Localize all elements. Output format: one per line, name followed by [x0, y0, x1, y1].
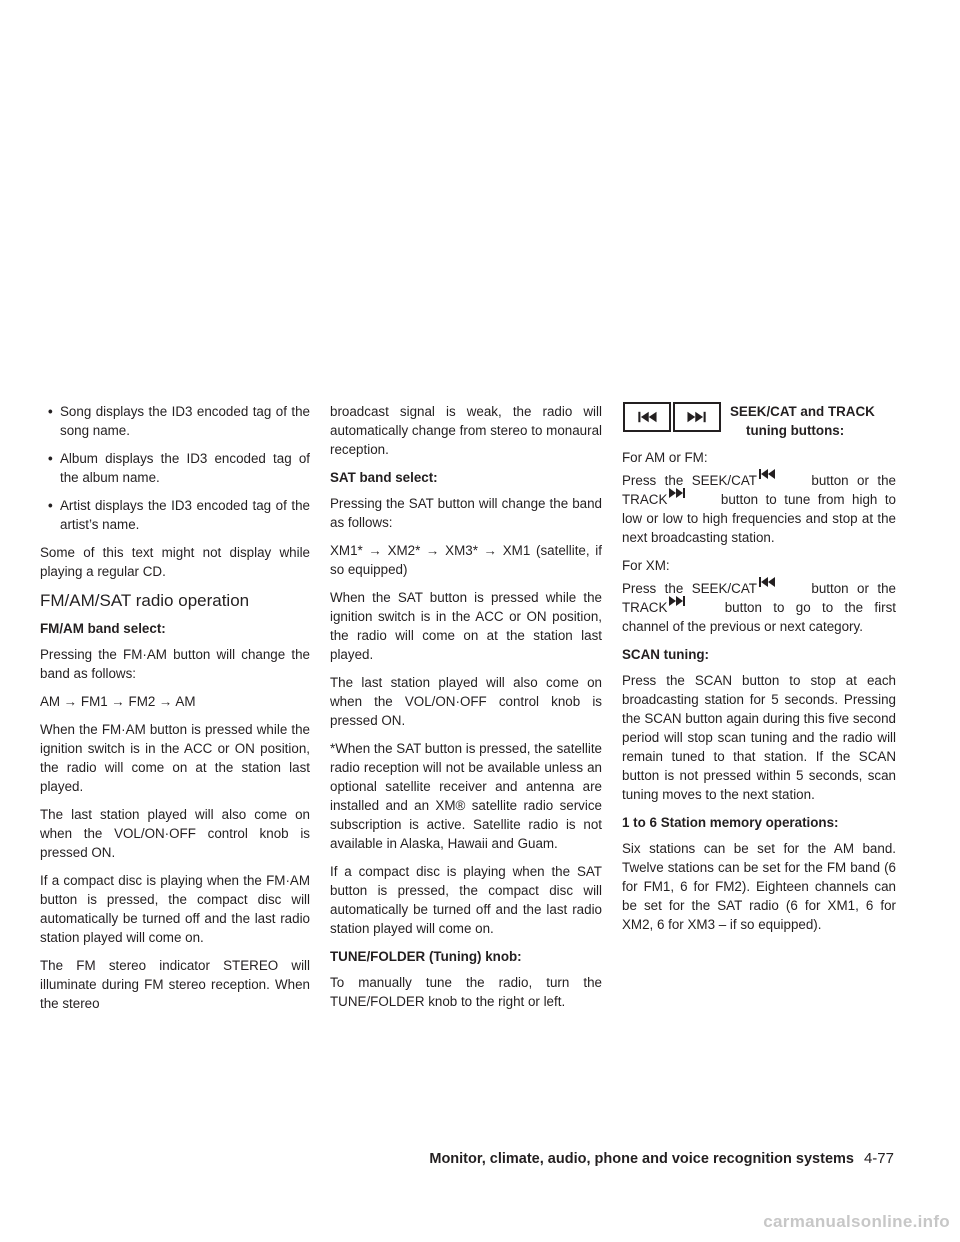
- skip-back-icon: [757, 473, 803, 485]
- sat-heading: SAT band select:: [330, 470, 438, 485]
- footer-section-title: Monitor, climate, audio, phone and voice recognition systems: [429, 1151, 854, 1167]
- paragraph: Pressing the SAT button will change the band as follows:: [330, 496, 602, 530]
- paragraph: If a compact disc is playing when the SAT button is pressed, the compact disc will automatically be turned off and the last radio station played will come on.: [330, 864, 602, 936]
- seek-cat-button: [623, 402, 671, 432]
- paragraph: The FM stereo indicator STEREO will illuminate during FM stereo reception. When the stereo: [40, 958, 310, 1011]
- paragraph: Six stations can be set for the AM band. Twelve stations can be set for the FM band (6 for FM1, 6 for FM2). Eighteen channels can be set for the SAT radio (6 for XM1, 6 for XM2, 6 for XM3 – if so equipped).: [622, 841, 896, 932]
- skip-back-icon: [757, 581, 803, 593]
- cd-text-note: Some of this text might not display while playing a regular CD.: [40, 545, 310, 579]
- fmam-heading: FM/AM band select:: [40, 621, 166, 636]
- bullet-dot: •: [48, 404, 53, 419]
- paragraph: To manually tune the radio, turn the TUNE/FOLDER knob to the right or left.: [330, 975, 602, 1009]
- amfm-label: For AM or FM:: [622, 450, 708, 465]
- paragraph: Press the SEEK/CAT button or the TRACK button to tune from high to low or low to high frequencies and stop at the next broadcasting station.: [622, 471, 896, 547]
- seek-track-label: SEEK/CAT and TRACK tuning buttons:: [730, 404, 875, 438]
- track-button: [673, 402, 721, 432]
- column-left: [40, 402, 310, 1022]
- scan-heading: SCAN tuning:: [622, 647, 710, 662]
- page-number: 4-77: [863, 1150, 894, 1167]
- tune-heading: TUNE/FOLDER (Tuning) knob:: [330, 949, 522, 964]
- band-sequence: AM → FM1 → FM2 → AM: [40, 694, 196, 709]
- paragraph: When the FM·AM button is pressed while the ignition switch is in the ACC or ON position, the radio will come on at the station last played.: [40, 722, 310, 794]
- column-middle: [330, 402, 602, 1020]
- paragraph: Press the SCAN button to stop at each broadcasting station for 5 seconds. Pressing the SCAN button again during this five second period will stop scan tuning and the radio will remain tuned to that station. If the SCAN button is not pressed within 5 seconds, scan tuning moves to the next station.: [622, 673, 896, 802]
- skip-forward-icon: [675, 404, 719, 430]
- memory-heading: 1 to 6 Station memory operations:: [622, 815, 839, 830]
- band-sequence: XM1* → XM2* → XM3* → XM1 (satellite, if so equipped): [330, 543, 602, 577]
- skip-forward-icon: [667, 600, 713, 612]
- paragraph: The last station played will also come on when the VOL/ON·OFF control knob is pressed ON.: [40, 807, 310, 860]
- paragraph: If a compact disc is playing when the FM·AM button is pressed, the compact disc will automatically be turned off and the last radio station played will come on.: [40, 873, 310, 945]
- watermark: carmanualsonline.info: [763, 1212, 950, 1231]
- skip-back-icon: [625, 404, 669, 430]
- list-item: • Song displays the ID3 encoded tag of the song name.: [48, 404, 310, 438]
- list-item: • Artist displays the ID3 encoded tag of the artist’s name.: [48, 498, 310, 532]
- paragraph: Pressing the FM·AM button will change the band as follows:: [40, 647, 310, 681]
- paragraph: Press the SEEK/CAT button or the TRACK button to go to the first channel of the previous or next category.: [622, 579, 896, 636]
- skip-forward-icon: [667, 492, 713, 504]
- bullet-dot: •: [48, 451, 53, 466]
- paragraph: broadcast signal is weak, the radio will automatically change from stereo to monaural reception.: [330, 404, 602, 457]
- bullet-dot: •: [48, 498, 53, 513]
- seek-track-buttons-figure: [622, 402, 896, 442]
- paragraph: The last station played will also come on when the VOL/ON·OFF control knob is pressed ON.: [330, 675, 602, 728]
- paragraph: *When the SAT button is pressed, the satellite radio reception will not be available unless an optional satellite receiver and antenna are installed and an XM® satellite radio service subscription is active. Satellite radio is not available in Alaska, Hawaii and Guam.: [330, 741, 602, 851]
- section-title: FM/AM/SAT radio operation: [40, 591, 250, 610]
- xm-label: For XM:: [622, 558, 670, 573]
- list-item: • Album displays the ID3 encoded tag of the album name.: [48, 451, 310, 485]
- page-footer: [429, 1150, 894, 1167]
- column-right: [622, 402, 896, 943]
- paragraph: When the SAT button is pressed while the ignition switch is in the ACC or ON position, the radio will come on at the station last played.: [330, 590, 602, 662]
